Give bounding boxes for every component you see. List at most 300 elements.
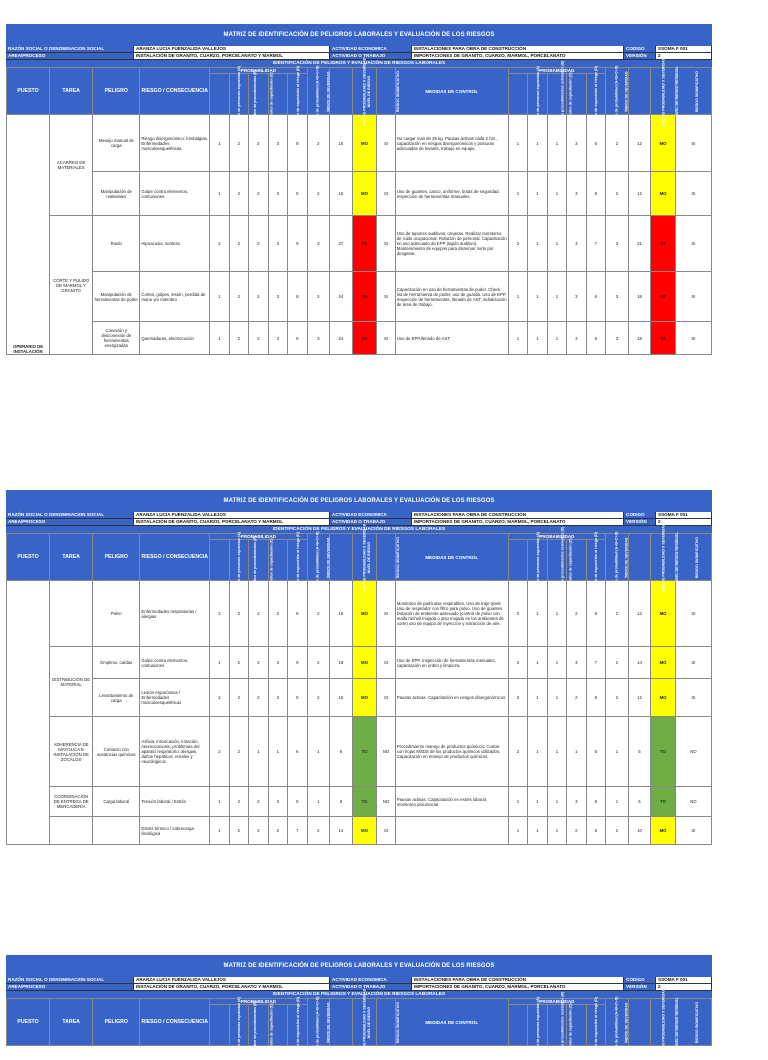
- matrix-title: MATRIZ DE IDENTIFICACIÓN DE PELIGROS LABORALES Y EVALUACIÓN DE LOS RIESGOS: [6, 24, 712, 46]
- medidas-cell: Uso de EPP,llenado de AST: [395, 322, 508, 355]
- value-cell: 6: [586, 679, 606, 717]
- matrix-sheet-3: [6, 955, 712, 1060]
- col-p3: Índice de capacitación (C): [249, 1005, 268, 1046]
- codigo-label: CODIGO: [624, 46, 656, 53]
- value-cell: 2: [606, 647, 629, 679]
- col-probabilidad-residual: PROBABILIDAD: [508, 534, 605, 540]
- value-cell: 2: [229, 272, 248, 322]
- col-nivel: NIVEL DE RIESGO: [352, 534, 377, 581]
- table-row: [7, 817, 712, 845]
- col-q3: Índice de capacitación (C): [547, 540, 566, 581]
- risk-level-badge: MO: [352, 647, 377, 679]
- area-value: INSTALACIÓN DE GRANITO, CUARZO, PORCELANATO Y MARMOL: [134, 984, 330, 991]
- peligro-cell: Manipulación de herramientas de poder: [93, 272, 140, 322]
- col-q2: Índice de procedimientos existentes (B): [528, 74, 547, 115]
- risk-level-badge: MO: [352, 817, 377, 845]
- col-tarea: TAREA: [50, 534, 93, 581]
- value-cell: 7: [586, 216, 606, 272]
- tarea-cell: [50, 817, 93, 845]
- version-label: VERSIÓN: [624, 984, 656, 991]
- value-cell: 16: [330, 172, 353, 216]
- value-cell: 1: [528, 581, 547, 647]
- col-significativo: RIESGO SIGNIFICATIVO: [377, 999, 395, 1046]
- value-cell: 1: [547, 679, 566, 717]
- value-cell: 1: [307, 787, 330, 817]
- value-cell: 9: [288, 647, 308, 679]
- col-p5: Índice de probabilidad (A+B+C+D): [288, 74, 308, 115]
- col-p3: Índice de capacitación (C): [249, 74, 268, 115]
- col-q2: Índice de procedimientos existentes (B): [528, 1005, 547, 1046]
- value-cell: 2: [249, 216, 268, 272]
- col-p1: Índice de personas expuestas (A): [210, 74, 229, 115]
- table-row: [7, 272, 712, 322]
- value-cell: 8: [288, 679, 308, 717]
- value-cell: 5: [628, 717, 651, 787]
- col-q5: Índice de probabilidad (A+B+C+D): [586, 74, 606, 115]
- table-row: [7, 679, 712, 717]
- trabajo-label: ACTIVIDAD O TRABAJO: [330, 519, 412, 526]
- col-severidad: ÍNDICE DE SEVERIDAD: [307, 999, 330, 1046]
- matrix-subtitle: IDENTIFICACIÓN DE PELIGROS Y EVALUACIÓN DE RIESGOS LABORALES: [6, 991, 712, 998]
- table-row: [7, 115, 712, 172]
- value-cell: SI: [675, 817, 711, 845]
- codigo-value: SSOMA F 001: [656, 977, 712, 984]
- value-cell: SI: [675, 322, 711, 355]
- col-severidad-residual: ÍNDICE DE SEVERIDAD: [606, 534, 629, 581]
- version-value: 2: [656, 984, 712, 991]
- version-label: VERSIÓN: [624, 53, 656, 60]
- value-cell: 1: [547, 717, 566, 787]
- residual-level-badge: IM: [651, 216, 676, 272]
- value-cell: 24: [330, 272, 353, 322]
- value-cell: 1: [210, 787, 229, 817]
- col-pxs-residual: RIESGO PROBABILIDAD X SEVERIDAD: [628, 999, 651, 1046]
- value-cell: 1: [547, 581, 566, 647]
- col-nivel-residual: NIVEL DE RIESGO RESIDUAL: [651, 534, 676, 581]
- value-cell: 9: [288, 216, 308, 272]
- riesgo-cell: Quemaduras, electrocución: [140, 322, 210, 355]
- value-cell: 8: [288, 581, 308, 647]
- value-cell: 3: [307, 272, 330, 322]
- value-cell: 1: [547, 647, 566, 679]
- value-cell: 2: [249, 679, 268, 717]
- area-value: INSTALACIÓN DE GRANITO, CUARZO, PORCELANATO Y MARMOL: [134, 519, 330, 526]
- residual-level-badge: MO: [651, 679, 676, 717]
- value-cell: 2: [229, 787, 248, 817]
- col-q1: Índice de personas expuestas (A): [508, 1005, 527, 1046]
- col-nivel-residual: NIVEL DE RIESGO RESIDUAL: [651, 999, 676, 1046]
- col-p3: Índice de capacitación (C): [249, 540, 268, 581]
- razon-value: ARANZA LUCIA FUENZALIDA VALLEJOS: [134, 512, 330, 519]
- medidas-cell: [395, 817, 508, 845]
- value-cell: SI: [377, 322, 395, 355]
- peligro-cell: Conexión y desconexión de herramientas energizadas: [93, 322, 140, 355]
- actividad-value: INSTALACIONES PARA OBRA DE CONSTRUCCIÓN: [412, 46, 624, 53]
- matrix-sheet-2: [6, 490, 712, 845]
- value-cell: 3: [268, 787, 287, 817]
- peligro-cell: Levantamiento de carga: [93, 679, 140, 717]
- razon-label: RAZÓN SOCIAL O DENOMINACION SOCIAL: [6, 977, 134, 984]
- col-severidad-residual: ÍNDICE DE SEVERIDAD: [606, 68, 629, 115]
- col-nivel: NIVEL DE RIESGO: [352, 999, 377, 1046]
- value-cell: 2: [307, 679, 330, 717]
- value-cell: 2: [508, 679, 527, 717]
- value-cell: 16: [330, 679, 353, 717]
- value-cell: 1: [547, 115, 566, 172]
- table-row: [7, 172, 712, 216]
- peligro-cell: Contacto con sustancias químicas: [93, 717, 140, 787]
- col-pxs: RIESGO PROBABILIDAD X SEVERIDAD: [330, 999, 353, 1046]
- tarea-cell: ADHERENCIA DE MAYOLICA E INSTALACIÓN DE ZÓCALOS: [50, 717, 93, 787]
- value-cell: 3: [268, 216, 287, 272]
- value-cell: 2: [229, 172, 248, 216]
- value-cell: 1: [508, 817, 527, 845]
- matrix-subtitle: IDENTIFICACIÓN DE PELIGROS Y EVALUACIÓN DE RIESGOS LABORALES: [6, 60, 712, 67]
- trabajo-label: ACTIVIDAD O TRABAJO: [330, 984, 412, 991]
- value-cell: 7: [586, 647, 606, 679]
- value-cell: SI: [377, 647, 395, 679]
- col-significativo-residual: RIESGO SIGNIFICATIVO: [675, 999, 711, 1046]
- value-cell: SI: [675, 115, 711, 172]
- value-cell: 2: [567, 581, 586, 647]
- value-cell: 16: [330, 581, 353, 647]
- value-cell: 1: [528, 717, 547, 787]
- razon-value: ARANZA LUCIA FUENZALIDA VALLEJOS: [134, 46, 330, 53]
- value-cell: 2: [606, 172, 629, 216]
- value-cell: 16: [330, 115, 353, 172]
- value-cell: 2: [567, 679, 586, 717]
- value-cell: 2: [210, 581, 229, 647]
- company-info: [6, 46, 712, 60]
- value-cell: 1: [268, 717, 287, 787]
- col-puesto: PUESTO: [7, 999, 50, 1046]
- value-cell: 2: [229, 717, 248, 787]
- value-cell: 3: [606, 272, 629, 322]
- col-probabilidad-residual: PROBABILIDAD: [508, 999, 605, 1005]
- razon-label: RAZÓN SOCIAL O DENOMINACION SOCIAL: [6, 46, 134, 53]
- col-pxs: RIESGO PROBABILIDAD X SEVERIDAD: [330, 534, 353, 581]
- risk-level-badge: MO: [352, 172, 377, 216]
- value-cell: 2: [307, 172, 330, 216]
- value-cell: NO: [675, 787, 711, 817]
- area-label: AREA/PROCESO: [6, 519, 134, 526]
- col-significativo: RIESGO SIGNIFICATIVO: [377, 534, 395, 581]
- table-row: [7, 717, 712, 787]
- value-cell: 2: [268, 581, 287, 647]
- value-cell: 1: [210, 172, 229, 216]
- value-cell: 2: [210, 216, 229, 272]
- matrix-title: MATRIZ DE IDENTIFICACIÓN DE PELIGROS LABORALES Y EVALUACIÓN DE LOS RIESGOS: [6, 490, 712, 512]
- value-cell: SI: [377, 679, 395, 717]
- value-cell: 18: [628, 322, 651, 355]
- value-cell: 7: [288, 817, 308, 845]
- col-significativo: RIESGO SIGNIFICATIVO: [377, 68, 395, 115]
- riesgo-cell: Golpe contra elementos, contusiones: [140, 647, 210, 679]
- peligro-cell: Manipulación de materiales: [93, 172, 140, 216]
- value-cell: SI: [675, 647, 711, 679]
- razon-value: ARANZA LUCIA FUENZALIDA VALLEJOS: [134, 977, 330, 984]
- value-cell: 2: [249, 172, 268, 216]
- col-medidas: MEDIDAS DE CONTROL: [395, 68, 508, 115]
- value-cell: SI: [377, 817, 395, 845]
- col-probabilidad-residual: PROBABILIDAD: [508, 68, 605, 74]
- value-cell: 1: [528, 322, 547, 355]
- value-cell: 8: [288, 172, 308, 216]
- value-cell: NO: [377, 717, 395, 787]
- col-puesto: PUESTO: [7, 68, 50, 115]
- col-severidad-residual: ÍNDICE DE SEVERIDAD: [606, 999, 629, 1046]
- value-cell: 1: [547, 817, 566, 845]
- medidas-cell: Uso de tapones auditivos, orejeras. Realizar monitoreo de ruido ocupacional. Rotación de personal. Capacitación en uso adecuado de EPP (tapón auditivo). Mantenimiento de equipos para disminuir ruido por desgaste.: [395, 216, 508, 272]
- table-row: [7, 787, 712, 817]
- value-cell: 8: [288, 787, 308, 817]
- value-cell: 1: [307, 717, 330, 787]
- actividad-label: ACTIVIDAD ECONOMICA: [330, 512, 412, 519]
- peligro-cell: [93, 817, 140, 845]
- value-cell: 1: [528, 272, 547, 322]
- value-cell: 14: [330, 817, 353, 845]
- residual-level-badge: TO: [651, 717, 676, 787]
- value-cell: SI: [377, 216, 395, 272]
- col-pxs-residual: RIESGO PROBABILIDAD X SEVERIDAD: [628, 534, 651, 581]
- col-pxs-residual: RIESGO PROBABILIDAD X SEVERIDAD: [628, 68, 651, 115]
- company-info: [6, 512, 712, 526]
- col-nivel-residual: NIVEL DE RIESGO RESIDUAL: [651, 68, 676, 115]
- value-cell: 2: [307, 817, 330, 845]
- peligro-cell: Polvo: [93, 581, 140, 647]
- value-cell: 6: [586, 172, 606, 216]
- col-severidad: ÍNDICE DE SEVERIDAD: [307, 534, 330, 581]
- riesgo-cell: Enfermedades respiratorias / alergias: [140, 581, 210, 647]
- trabajo-value: IMPORTACIONES DE GRANITO, CUARZO, MARMOL, PORCELANATO: [412, 519, 624, 526]
- peligro-cell: Empleso, caídas: [93, 647, 140, 679]
- value-cell: 18: [628, 272, 651, 322]
- residual-level-badge: IM: [651, 272, 676, 322]
- col-puesto: PUESTO: [7, 534, 50, 581]
- value-cell: 12: [628, 115, 651, 172]
- value-cell: 1: [508, 322, 527, 355]
- value-cell: SI: [675, 679, 711, 717]
- risk-level-badge: IM: [352, 322, 377, 355]
- value-cell: 14: [628, 647, 651, 679]
- value-cell: 2: [508, 717, 527, 787]
- matrix-subtitle: IDENTIFICACIÓN DE PELIGROS Y EVALUACIÓN DE RIESGOS LABORALES: [6, 526, 712, 533]
- trabajo-value: IMPORTACIONES DE GRANITO, CUARZO, MARMOL, PORCELANATO: [412, 53, 624, 60]
- risk-level-badge: IM: [352, 216, 377, 272]
- col-p5: Índice de probabilidad (A+B+C+D): [288, 1005, 308, 1046]
- col-p4: Índice de exposición al riesgo (D): [268, 540, 287, 581]
- value-cell: 1: [528, 647, 547, 679]
- col-p2: Índice de procedimientos (B): [229, 540, 248, 581]
- value-cell: SI: [377, 272, 395, 322]
- medidas-cell: Monitoreo de partículas respirables. Uso de traje tyvek. Uso de respirador con filtro para polvo. Uso de guantes. Dotación de ambiente adecuado (control de polvo con malla rachell mojada o piso mojado en los ambientes de corte) uso de equipo de inyección y extracción de aire.: [395, 581, 508, 647]
- value-cell: 3: [268, 115, 287, 172]
- value-cell: 3: [567, 172, 586, 216]
- value-cell: 21: [628, 216, 651, 272]
- value-cell: 2: [249, 817, 268, 845]
- col-q1: Índice de personas expuestas (A): [508, 540, 527, 581]
- col-probabilidad: PROBABILIDAD: [210, 68, 307, 74]
- peligro-cell: Manejo manual de carga: [93, 115, 140, 172]
- residual-level-badge: MO: [651, 581, 676, 647]
- value-cell: 3: [567, 272, 586, 322]
- value-cell: 1: [210, 817, 229, 845]
- col-significativo-residual: RIESGO SIGNIFICATIVO: [675, 68, 711, 115]
- value-cell: 3: [606, 216, 629, 272]
- risk-level-badge: MO: [352, 115, 377, 172]
- value-cell: 2: [249, 647, 268, 679]
- medidas-cell: Procedimiento manejo de productos químicos. Contar con hojas MSDS de los productos químicos utilizados. Capacitación en manejo de productos químicos.: [395, 717, 508, 787]
- value-cell: 2: [508, 581, 527, 647]
- version-label: VERSIÓN: [624, 519, 656, 526]
- puesto-cell: [7, 581, 50, 845]
- value-cell: 1: [210, 115, 229, 172]
- value-cell: 2: [307, 581, 330, 647]
- value-cell: 5: [586, 817, 606, 845]
- col-riesgo: RIESGO / CONSECUENCIA: [140, 999, 210, 1046]
- col-p1: Índice de personas expuestas (A): [210, 540, 229, 581]
- value-cell: 24: [330, 322, 353, 355]
- value-cell: 2: [606, 581, 629, 647]
- value-cell: 3: [268, 172, 287, 216]
- table-row: [7, 581, 712, 647]
- value-cell: NO: [377, 787, 395, 817]
- value-cell: 1: [528, 679, 547, 717]
- value-cell: 2: [229, 679, 248, 717]
- actividad-value: INSTALACIONES PARA OBRA DE CONSTRUCCIÓN: [412, 512, 624, 519]
- value-cell: 3: [567, 787, 586, 817]
- value-cell: 2: [508, 647, 527, 679]
- actividad-label: ACTIVIDAD ECONOMICA: [330, 46, 412, 53]
- value-cell: 1: [210, 322, 229, 355]
- riesgo-cell: Golpe contra elementos, contusiones: [140, 172, 210, 216]
- col-peligro: PELIGRO: [93, 999, 140, 1046]
- value-cell: 2: [229, 322, 248, 355]
- value-cell: 2: [249, 581, 268, 647]
- residual-level-badge: MO: [651, 817, 676, 845]
- version-value: 2: [656, 519, 712, 526]
- value-cell: 1: [508, 787, 527, 817]
- value-cell: 2: [307, 115, 330, 172]
- residual-level-badge: IM: [651, 322, 676, 355]
- value-cell: 18: [330, 647, 353, 679]
- value-cell: 3: [567, 322, 586, 355]
- value-cell: 1: [508, 272, 527, 322]
- peligro-cell: Carga laboral: [93, 787, 140, 817]
- col-q4: Índice de exposición al riesgo (D): [567, 1005, 586, 1046]
- col-p1: Índice de personas expuestas (A): [210, 1005, 229, 1046]
- area-label: AREA/PROCESO: [6, 984, 134, 991]
- medidas-cell: No cargar mas de 25 kg. Pausas activas cada 2 hrs., capacitación en riesgos disergonómicos y posturas adecuadas de levante, trabajo en equipo.: [395, 115, 508, 172]
- risk-level-badge: TO: [352, 787, 377, 817]
- value-cell: 1: [606, 787, 629, 817]
- col-p2: Índice de procedimientos (B): [229, 1005, 248, 1046]
- value-cell: 1: [528, 787, 547, 817]
- codigo-label: CODIGO: [624, 512, 656, 519]
- value-cell: 2: [229, 581, 248, 647]
- col-tarea: TAREA: [50, 999, 93, 1046]
- value-cell: 6: [330, 717, 353, 787]
- value-cell: 12: [628, 581, 651, 647]
- col-medidas: MEDIDAS DE CONTROL: [395, 534, 508, 581]
- value-cell: 12: [628, 172, 651, 216]
- value-cell: 6: [586, 272, 606, 322]
- tarea-cell: ACARREO DE MATERIALES: [50, 115, 93, 216]
- table-row: [7, 322, 712, 355]
- razon-label: RAZÓN SOCIAL O DENOMINACION SOCIAL: [6, 512, 134, 519]
- value-cell: 6: [586, 115, 606, 172]
- value-cell: 3: [307, 322, 330, 355]
- col-q2: Índice de procedimientos existentes (B): [528, 540, 547, 581]
- value-cell: 1: [528, 172, 547, 216]
- value-cell: 10: [628, 817, 651, 845]
- medidas-cell: Uso de guantes, casco, uniforme, botas de seguridad. Inspección de herramientas manuales.: [395, 172, 508, 216]
- risk-level-badge: IM: [352, 272, 377, 322]
- tarea-cell: COORDINACIÓN DE ENTREGA DE MERCADERÍA: [50, 787, 93, 817]
- medidas-cell: Pausas activas. Capacitación en estrés laboral, monitoreo psicosocial: [395, 787, 508, 817]
- medidas-cell: Capacitación en uso de herramientas de poder. Check list de herramienta de poder, uso de guarda. Uso de EPP. Inspección de herramientas, llenado de AST, señalización de área de trabajo.: [395, 272, 508, 322]
- value-cell: 1: [210, 272, 229, 322]
- table-row: [7, 216, 712, 272]
- trabajo-value: IMPORTACIONES DE GRANITO, CUARZO, MARMOL, PORCELANATO: [412, 984, 624, 991]
- col-q4: Índice de exposición al riesgo (D): [567, 74, 586, 115]
- value-cell: 2: [229, 216, 248, 272]
- riesgo-cell: Cortes, golpes, lesión, perdida de mano y/o miembro: [140, 272, 210, 322]
- value-cell: 6: [586, 581, 606, 647]
- value-cell: 2: [606, 679, 629, 717]
- value-cell: 2: [249, 272, 268, 322]
- value-cell: 8: [288, 115, 308, 172]
- value-cell: 1: [606, 717, 629, 787]
- risk-level-badge: MO: [352, 581, 377, 647]
- area-value: INSTALACIÓN DE GRANITO, CUARZO, PORCELANATO Y MARMOL: [134, 53, 330, 60]
- value-cell: 2: [210, 679, 229, 717]
- value-cell: SI: [675, 581, 711, 647]
- col-q1: Índice de personas expuestas (A): [508, 74, 527, 115]
- riesgo-cell: Estrés térmico / sobrecarga fisiológica: [140, 817, 210, 845]
- value-cell: 3: [268, 272, 287, 322]
- value-cell: 1: [528, 817, 547, 845]
- value-cell: 3: [567, 647, 586, 679]
- col-q5: Índice de probabilidad (A+B+C+D): [586, 540, 606, 581]
- tarea-cell: CORTE Y PULIDO DE MARMOL Y GRANITO: [50, 216, 93, 355]
- value-cell: 6: [288, 717, 308, 787]
- value-cell: 8: [288, 322, 308, 355]
- peligro-cell: Ruido: [93, 216, 140, 272]
- tarea-cell: DISTRIBUCIÓN DE MATERIAL: [50, 647, 93, 717]
- value-cell: 3: [567, 216, 586, 272]
- puesto-cell: OPERARIO DE INSTALACIÓN: [7, 115, 50, 355]
- col-peligro: PELIGRO: [93, 534, 140, 581]
- value-cell: 6: [628, 787, 651, 817]
- value-cell: 1: [547, 787, 566, 817]
- value-cell: 3: [268, 322, 287, 355]
- residual-level-badge: MO: [651, 647, 676, 679]
- value-cell: 1: [210, 647, 229, 679]
- value-cell: 3: [268, 647, 287, 679]
- codigo-value: SSOMA F 001: [656, 512, 712, 519]
- value-cell: 1: [528, 216, 547, 272]
- col-q3: Índice de capacitación (C): [547, 1005, 566, 1046]
- col-tarea: TAREA: [50, 68, 93, 115]
- risk-level-badge: MO: [352, 679, 377, 717]
- value-cell: 2: [249, 115, 268, 172]
- table-row: [7, 647, 712, 679]
- value-cell: 8: [288, 272, 308, 322]
- value-cell: 2: [268, 679, 287, 717]
- value-cell: 1: [567, 717, 586, 787]
- riesgo-cell: Hipoacusia, sordera.: [140, 216, 210, 272]
